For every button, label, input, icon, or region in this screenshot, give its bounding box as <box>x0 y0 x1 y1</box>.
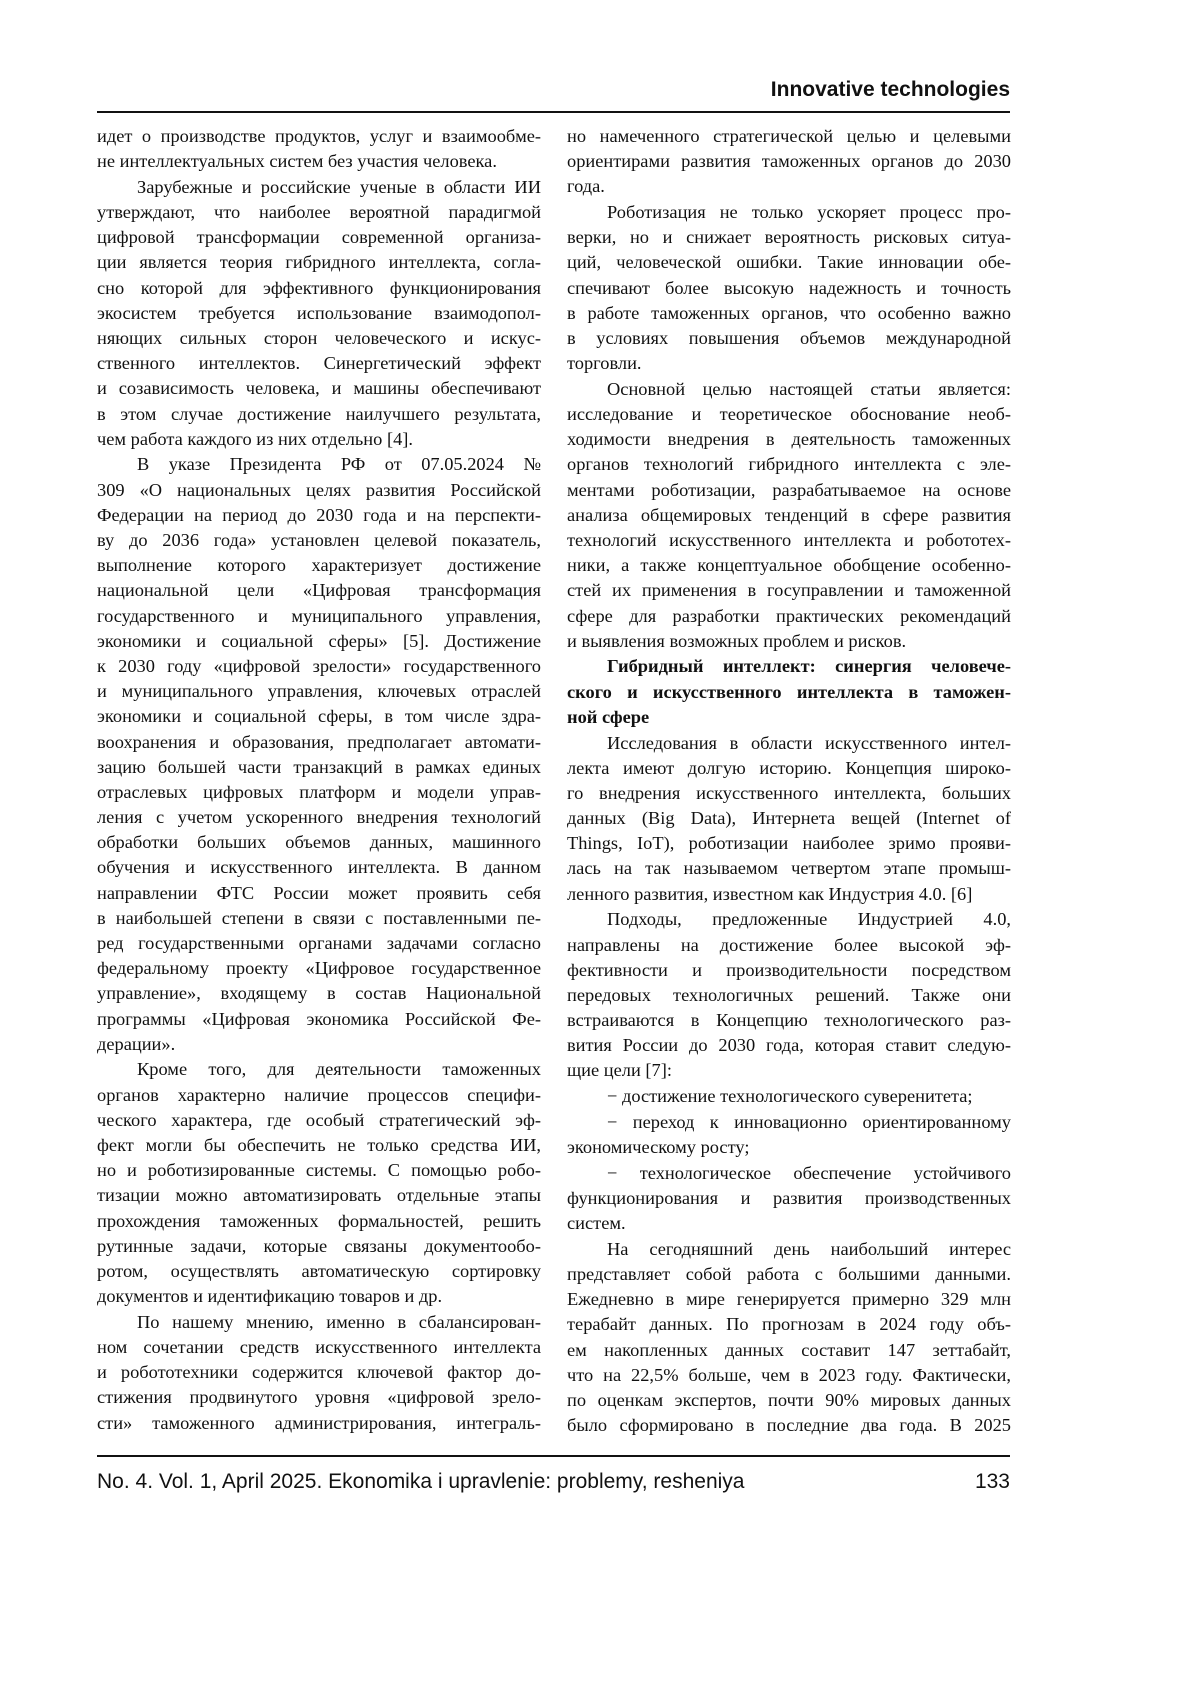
header-rule <box>97 111 1010 113</box>
text-line: не интеллектуальных систем без участия человека. <box>97 149 541 174</box>
text-line: экономики и социальной сферы» [5]. Достижение <box>97 629 541 654</box>
text-line: органов характерно наличие процессов специфи- <box>97 1083 541 1108</box>
text-line: функционирования и развития производственных <box>567 1186 1011 1211</box>
text-line: экосистем требуется использование взаимодопол- <box>97 301 541 326</box>
text-line: стей их применения в госуправлении и таможенной <box>567 578 1011 603</box>
text-line: программы «Цифровая экономика Российской Фе- <box>97 1007 541 1032</box>
text-line: ления с учетом ускоренного внедрения технологий <box>97 805 541 830</box>
left-column <box>97 124 541 1436</box>
text-line: ческого характера, где особый стратегический эф- <box>97 1108 541 1133</box>
text-line: ментами роботизации, разрабатываемое на основе <box>567 478 1011 503</box>
page-number: 133 <box>975 1470 1010 1494</box>
text-line: ной сфере <box>567 705 1011 730</box>
text-line: в этом случае достижение наилучшего результата, <box>97 402 541 427</box>
text-line: управление», входящему в состав Национальной <box>97 981 541 1006</box>
text-line: экономики и социальной сферы, в том числе здра- <box>97 704 541 729</box>
text-line: фект могли бы обеспечить не только средства ИИ, <box>97 1133 541 1158</box>
text-line: цифровой трансформации современной организа- <box>97 225 541 250</box>
text-line: Things, IoT), роботизации наиболее зримо прояви- <box>567 831 1011 856</box>
text-line: ем накопленных данных составит 147 зеттабайт, <box>567 1338 1011 1363</box>
text-line: чем работа каждого из них отдельно [4]. <box>97 427 541 452</box>
text-line: в условиях повышения объемов международной <box>567 326 1011 351</box>
text-line: ротом, осуществлять автоматическую сортировку <box>97 1259 541 1284</box>
text-line: документов и идентификацию товаров и др. <box>97 1284 541 1309</box>
text-line: обучения и искусственного интеллекта. В данном <box>97 855 541 880</box>
paragraph <box>567 907 1011 1083</box>
running-header-section: Innovative technologies <box>771 78 1010 102</box>
paragraph <box>567 377 1011 654</box>
text-line: исследование и теоретическое обоснование необ- <box>567 402 1011 427</box>
text-line: ственного интеллектов. Синергетический эффект <box>97 351 541 376</box>
paragraph <box>97 124 541 174</box>
paragraph <box>567 731 1011 907</box>
text-line: зацию большей части транзакций в рамках единых <box>97 755 541 780</box>
text-line: − переход к инновационно ориентированному <box>567 1110 1011 1135</box>
text-line: и муниципального управления, ключевых отраслей <box>97 679 541 704</box>
text-line: Ежедневно в мире генерируется примерно 329 млн <box>567 1287 1011 1312</box>
text-line: Гибридный интеллект: синергия человече- <box>567 654 1011 679</box>
text-line: ред государственными органами задачами согласно <box>97 931 541 956</box>
text-line: было сформировано в последние два года. В 2025 <box>567 1413 1011 1438</box>
text-line: в работе таможенных органов, что особенно важно <box>567 301 1011 326</box>
text-line: в наибольшей степени в связи с поставленными пе- <box>97 906 541 931</box>
text-line: ций, человеческой ошибки. Такие инновации обе- <box>567 250 1011 275</box>
text-line: и робототехники содержится ключевой фактор до- <box>97 1360 541 1385</box>
text-line: государственного и муниципального управления, <box>97 604 541 629</box>
text-line: фективности и производительности посредством <box>567 958 1011 983</box>
text-line: ленного развития, известном как Индустрия 4.0. [6] <box>567 882 1011 907</box>
text-line: обработки больших объемов данных, машинного <box>97 830 541 855</box>
paragraph <box>97 175 541 452</box>
text-line: го внедрения искусственного интеллекта, больших <box>567 781 1011 806</box>
text-line: ориентирами развития таможенных органов до 2030 <box>567 149 1011 174</box>
text-line: Роботизация не только ускоряет процесс про- <box>567 200 1011 225</box>
text-line: утверждают, что наиболее вероятной парадигмой <box>97 200 541 225</box>
text-line: ники, а также концептуальное обобщение особенно- <box>567 553 1011 578</box>
text-line: терабайт данных. По прогнозам в 2024 году объ- <box>567 1312 1011 1337</box>
text-line: анализа общемировых тенденций в сфере развития <box>567 503 1011 528</box>
paragraph <box>97 1310 541 1436</box>
text-line: ву до 2036 года» установлен целевой показатель, <box>97 528 541 553</box>
text-line: дерации». <box>97 1032 541 1057</box>
text-line: − технологическое обеспечение устойчивого <box>567 1161 1011 1186</box>
text-line: к 2030 году «цифровой зрелости» государственного <box>97 654 541 679</box>
journal-citation: No. 4. Vol. 1, April 2025. Ekonomika i upravlenie: problemy, resheniya <box>97 1470 744 1494</box>
text-line: выполнение которого характеризует достижение <box>97 553 541 578</box>
text-line: верки, но и снижает вероятность рисковых ситуа- <box>567 225 1011 250</box>
text-line: В указе Президента РФ от 07.05.2024 № <box>97 452 541 477</box>
text-line: национальной цели «Цифровая трансформация <box>97 578 541 603</box>
text-line: направлении ФТС России может проявить себя <box>97 881 541 906</box>
text-line: передовых технологичных решений. Также они <box>567 983 1011 1008</box>
text-line: − достижение технологического суверенитета; <box>567 1084 1011 1109</box>
footer-rule <box>97 1455 1010 1457</box>
text-line: но намеченного стратегической целью и целевыми <box>567 124 1011 149</box>
paragraph <box>567 200 1011 376</box>
text-line: систем. <box>567 1211 1011 1236</box>
text-line: ходимости внедрения в деятельность таможенных <box>567 427 1011 452</box>
text-line: Подходы, предложенные Индустрией 4.0, <box>567 907 1011 932</box>
text-line: и выявления возможных проблем и рисков. <box>567 629 1011 654</box>
text-line: прохождения таможенных формальностей, решить <box>97 1209 541 1234</box>
list-item <box>567 1161 1011 1237</box>
text-line: года. <box>567 174 1011 199</box>
text-line: но и роботизированные системы. С помощью робо- <box>97 1158 541 1183</box>
text-line: По нашему мнению, именно в сбалансирован- <box>97 1310 541 1335</box>
text-line: ном сочетании средств искусственного интеллекта <box>97 1335 541 1360</box>
text-line: по оценкам экспертов, почти 90% мировых данных <box>567 1388 1011 1413</box>
text-line: Федерации на период до 2030 года и на перспекти- <box>97 503 541 528</box>
paragraph <box>97 1057 541 1309</box>
text-line: данных (Big Data), Интернета вещей (Internet of <box>567 806 1011 831</box>
paragraph <box>97 452 541 1057</box>
text-line: идет о производстве продуктов, услуг и взаимообме- <box>97 124 541 149</box>
text-line: спечивают более высокую надежность и точность <box>567 276 1011 301</box>
text-line: Зарубежные и российские ученые в области ИИ <box>97 175 541 200</box>
list-item <box>567 1084 1011 1109</box>
text-line: сно которой для эффективного функционирования <box>97 276 541 301</box>
text-line: сти» таможенного администрирования, интеграль- <box>97 1411 541 1436</box>
text-line: На сегодняшний день наибольший интерес <box>567 1237 1011 1262</box>
text-line: лекта имеют долгую историю. Концепция широко- <box>567 756 1011 781</box>
text-line: федеральному проекту «Цифровое государственное <box>97 956 541 981</box>
text-line: стижения продвинутого уровня «цифровой зрело- <box>97 1385 541 1410</box>
text-line: сфере для разработки практических рекомендаций <box>567 604 1011 629</box>
text-line: встраиваются в Концепцию технологического раз- <box>567 1008 1011 1033</box>
text-line: и созависимость человека, и машины обеспечивают <box>97 376 541 401</box>
text-line: отраслевых цифровых платформ и модели управ- <box>97 780 541 805</box>
text-line: лась на так называемом четвертом этапе промыш- <box>567 856 1011 881</box>
text-line: Основной целью настоящей статьи является: <box>567 377 1011 402</box>
text-line: ции является теория гибридного интеллекта, согла- <box>97 250 541 275</box>
text-line: щие цели [7]: <box>567 1058 1011 1083</box>
text-line: рутинные задачи, которые связаны документообо- <box>97 1234 541 1259</box>
text-line: представляет собой работа с большими данными. <box>567 1262 1011 1287</box>
text-line: Исследования в области искусственного интел- <box>567 731 1011 756</box>
right-column <box>567 124 1011 1439</box>
text-line: технологий искусственного интеллекта и робототех- <box>567 528 1011 553</box>
page-footer <box>97 1470 1010 1494</box>
text-line: тизации можно автоматизировать отдельные этапы <box>97 1183 541 1208</box>
text-line: торговли. <box>567 351 1011 376</box>
text-line: что на 22,5% больше, чем в 2023 году. Фактически, <box>567 1363 1011 1388</box>
text-line: 309 «О национальных целях развития Российской <box>97 478 541 503</box>
list-item <box>567 1110 1011 1160</box>
text-line: экономическому росту; <box>567 1135 1011 1160</box>
text-line: воохранения и образования, предполагает автомати- <box>97 730 541 755</box>
text-line: ского и искусственного интеллекта в таможен- <box>567 680 1011 705</box>
section-heading <box>567 654 1011 730</box>
text-line: Кроме того, для деятельности таможенных <box>97 1057 541 1082</box>
paragraph <box>567 124 1011 200</box>
text-line: направлены на достижение более высокой эф- <box>567 933 1011 958</box>
paragraph <box>567 1237 1011 1439</box>
text-line: органов технологий гибридного интеллекта с эле- <box>567 452 1011 477</box>
text-line: няющих сильных сторон человеческого и искус- <box>97 326 541 351</box>
text-line: вития России до 2030 года, которая ставит следую- <box>567 1033 1011 1058</box>
